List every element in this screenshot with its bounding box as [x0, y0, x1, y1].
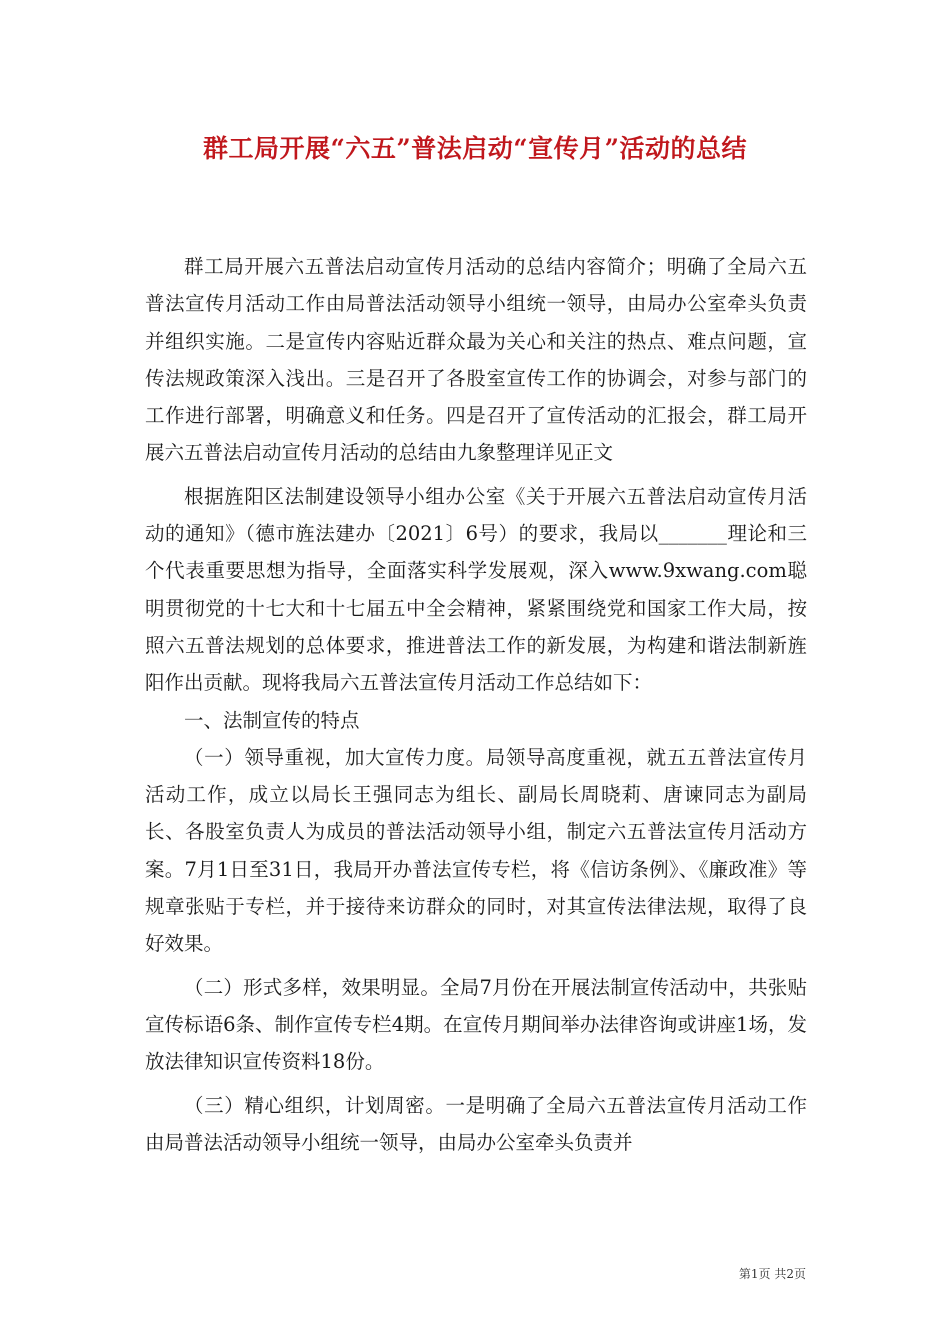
paragraph-point-2: （二）形式多样，效果明显。全局7月份在开展法制宣传活动中，共张贴宣传标语6条、制作宣传专栏4期。在宣传月期间举办法律咨询或讲座1场，发放法律知识宣传资料18份。 [145, 975, 807, 1074]
paragraph-point-3: （三）精心组织，计划周密。一是明确了全局六五普法宣传月活动工作由局普法活动领导小组统一领导，由局办公室牵头负责并 [145, 1093, 807, 1154]
paragraph-intro: 根据旌阳区法制建设领导小组办公室《关于开展六五普法启动宣传月活动的通知》（德市旌法建办〔2021〕6号）的要求，我局以_______理论和三个代表重要思想为指导，全面落实科学发展观，深入www.9xwang.com聪明贯彻党的十七大和十七届五中全会精神，紧紧围绕党和国家工作大局，按照六五普法规划的总体要求，推进普法工作的新发展，为构建和谐法制新旌阳作出贡献。现将我局六五普法宣传月活动工作总结如下： [145, 484, 807, 695]
document-title: 群工局开展“六五”普法启动“宣传月”活动的总结 [202, 134, 748, 163]
page-number: 第1页 共2页 [738, 1267, 806, 1281]
section-heading: 一、法制宣传的特点 [184, 708, 360, 732]
paragraph-point-1: （一）领导重视，加大宣传力度。局领导高度重视，就五五普法宣传月活动工作，成立以局长王强同志为组长、副局长周晓莉、唐谏同志为副局长、各股室负责人为成员的普法活动领导小组，制定六五普法宣传月活动方案。7月1日至31日，我局开办普法宣传专栏，将《信访条例》、《廉政准》等规章张贴于专栏，并于接待来访群众的同时，对其宣传法律法规，取得了良好效果。 [145, 745, 807, 956]
document-body [145, 248, 807, 1167]
paragraph-summary: 群工局开展六五普法启动宣传月活动的总结内容简介；明确了全局六五普法宣传月活动工作由局普法活动领导小组统一领导，由局办公室牵头负责并组织实施。二是宣传内容贴近群众最为关心和关注的热点、难点问题，宣传法规政策深入浅出。三是召开了各股室宣传工作的协调会，对参与部门的工作进行部署，明确意义和任务。四是召开了宣传活动的汇报会，群工局开展六五普法启动宣传月活动的总结由九象整理详见正文 [145, 255, 807, 465]
